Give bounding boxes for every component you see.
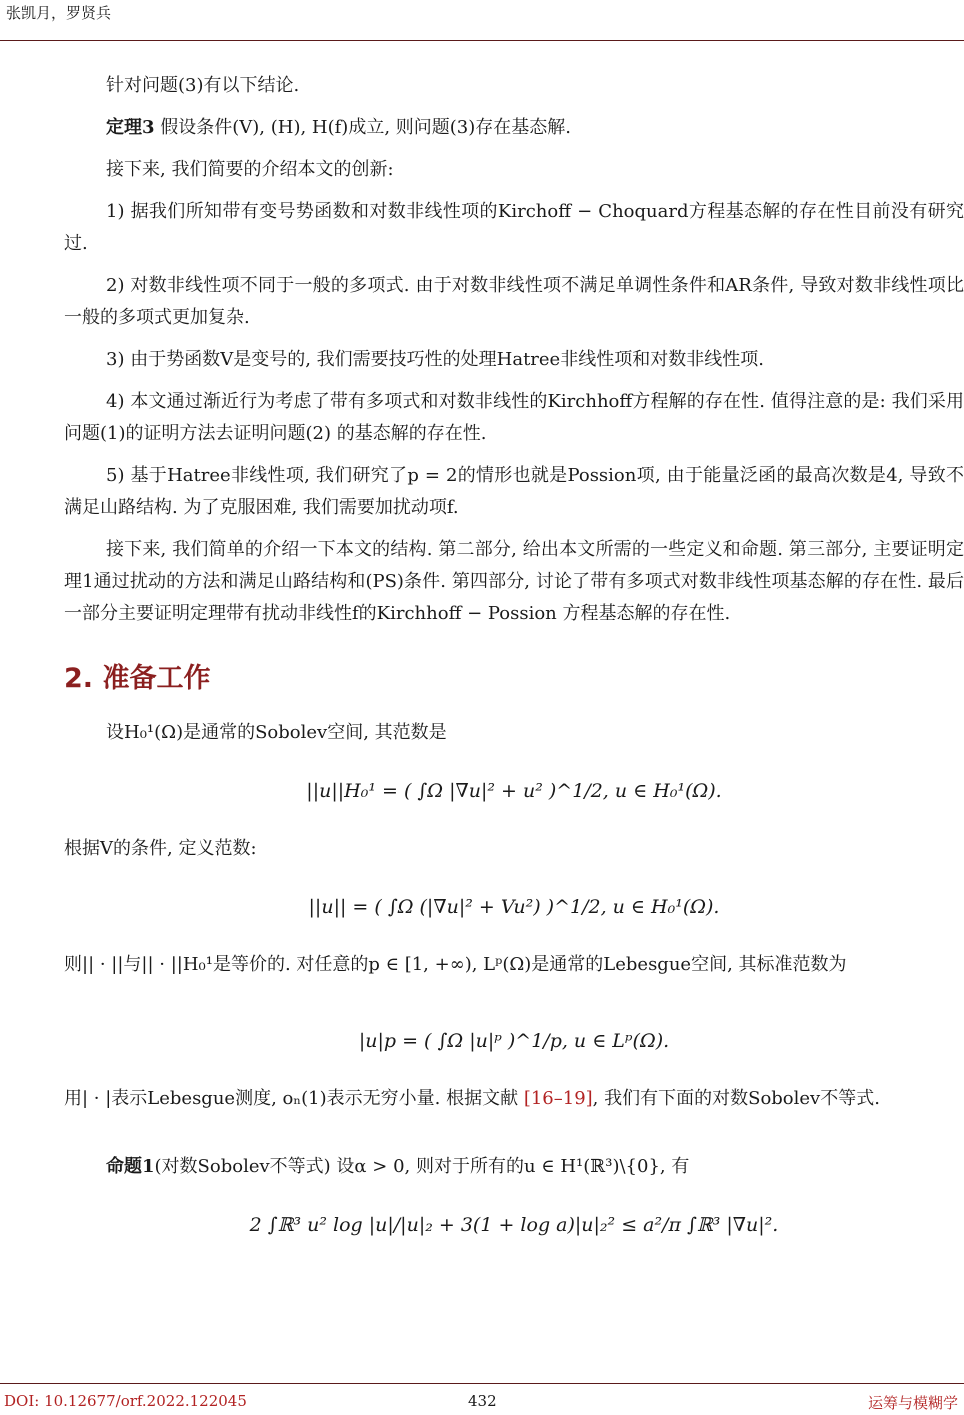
journal-name[interactable]: 运筹与模糊学 <box>867 1394 958 1412</box>
page-body <box>64 70 964 1267</box>
lebesgue-space-text: 则|| · ||与|| · ||H₀¹是等价的. 对任意的p ∈ [1, +∞), Lᵖ(Ω)是通常的Lebesgue空间, 其标准范数为 <box>64 954 847 975</box>
innovation-item-5: 5) 基于Hatree非线性项, 我们研究了p = 2的情形也就是Possion项, 由于能量泛函的最高次数是4, 导致不满足山路结构. 为了克服困难, 我们需要加扰动项f. <box>64 465 964 518</box>
running-authors: 张凯月，罗贤兵 <box>6 4 112 22</box>
measure-text: 用| · |表示Lebesgue测度, oₙ(1)表示无穷小量. 根据文献 [16–19], 我们有下面的对数Sobolev不等式. <box>64 1088 880 1109</box>
citation-link[interactable]: [16–19] <box>523 1088 593 1109</box>
innovation-item-4: 4) 本文通过渐近行为考虑了带有多项式和对数非线性的Kirchhoff方程解的存在性. 值得注意的是: 我们采用问题(1)的证明方法去证明问题(2) 的基态解的存在性. <box>64 391 964 444</box>
equation-v-norm: ||u|| = ( ∫Ω (|∇u|² + Vu²) )^1/2, u ∈ H₀¹(Ω). <box>308 896 720 918</box>
paragraph-structure: 接下来, 我们简单的介绍一下本文的结构. 第二部分, 给出本文所需的一些定义和命题. 第三部分, 主要证明定理1通过扰动的方法和满足山路结构和(PS)条件. 第四部分, 讨论了带有多项式对数非线性项基态解的存在性. 最后一部分主要证明定理带有扰动非线性f的Kirchhoff − Possion 方程基态解的存在性. <box>64 539 964 624</box>
equation-lp-norm: |u|p = ( ∫Ω |u|ᵖ )^1/p, u ∈ Lᵖ(Ω). <box>358 1030 670 1052</box>
innovation-item-2: 2) 对数非线性项不同于一般的多项式. 由于对数非线性项不满足单调性条件和AR条件, 导致对数非线性项比一般的多项式更加复杂. <box>64 275 964 328</box>
page-number: 432 <box>468 1392 497 1410</box>
paragraph-intro: 针对问题(3)有以下结论. <box>106 75 300 96</box>
theorem-text: 假设条件(V), (H), H(f)成立, 则问题(3)存在基态解. <box>154 117 571 138</box>
innovation-item-1: 1) 据我们所知带有变号势函数和对数非线性项的Kirchoff − Choquard方程基态解的存在性目前没有研究过. <box>64 201 964 254</box>
equation-log-sobolev: 2 ∫ℝ³ u² log |u|/|u|₂ + 3(1 + log a)|u|₂² ≤ a²/π ∫ℝ³ |∇u|². <box>249 1214 779 1236</box>
theorem-3 <box>64 112 964 144</box>
doi-link[interactable]: DOI: 10.12677/orf.2022.122045 <box>4 1392 247 1410</box>
equation-h01-norm: ||u||H₀¹ = ( ∫Ω |∇u|² + u² )^1/2, u ∈ H₀¹(Ω). <box>306 780 722 802</box>
proposition-text: (对数Sobolev不等式) 设α > 0, 则对于所有的u ∈ H¹(ℝ³)\{0}, 有 <box>154 1156 690 1177</box>
sobolev-space-text: 设H₀¹(Ω)是通常的Sobolev空间, 其范数是 <box>106 722 447 743</box>
section-title: 2. 准备工作 <box>64 663 211 694</box>
innovation-item-3: 3) 由于势函数V是变号的, 我们需要技巧性的处理Hatree非线性项和对数非线性项. <box>106 349 764 370</box>
proposition-label: 命题1 <box>106 1156 155 1177</box>
paragraph-innovations: 接下来, 我们简要的介绍本文的创新: <box>106 159 394 180</box>
page-footer <box>0 1383 964 1415</box>
theorem-label: 定理3 <box>106 117 155 138</box>
page-header <box>0 0 964 41</box>
norm-definition-text: 根据V的条件, 定义范数: <box>64 838 257 859</box>
proposition-1 <box>64 1151 964 1183</box>
